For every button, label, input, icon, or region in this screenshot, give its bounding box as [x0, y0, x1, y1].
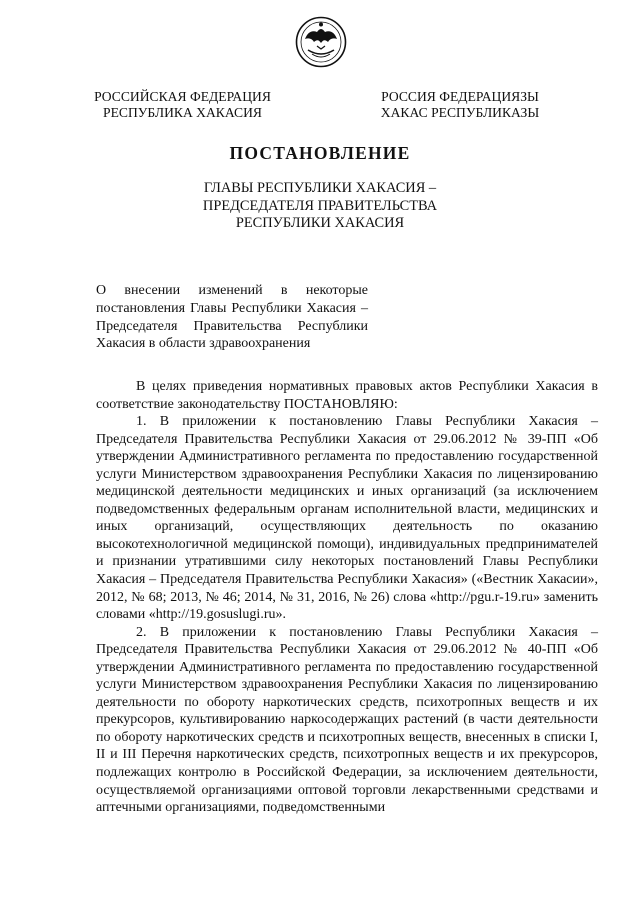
- clause-2-paragraph: 2. В приложении к постановлению Главы Республики Хакасия – Председателя Правительства Республики Хакасия от 29.06.2012 № 40-ПП «Об утверждении Административного регламента по предоставлению государственной услуги Министерством здравоохранения Республики Хакасия по лицензированию деятельности по обороту наркотических средств, психотропных веществ и их прекурсоров, культивированию наркосодержащих растений (в части деятельности по обороту наркотических средств и психотропных веществ, внесенных в списки I, II и III Перечня наркотических средств, психотропных веществ и их прекурсоров, подлежащих контролю в Российской Федерации, за исключением деятельности, осуществляемой организациями оптовой торговли лекарственными средствами и аптечными организациями, подведомственными: [96, 624, 598, 816]
- header-country-ru: РОССИЙСКАЯ ФЕДЕРАЦИЯ: [94, 89, 271, 104]
- issuer-header-khakas: [370, 89, 550, 121]
- subtitle-line: РЕСПУБЛИКИ ХАКАСИЯ: [235, 215, 405, 231]
- clause-1-paragraph: 1. В приложении к постановлению Главы Республики Хакасия – Председателя Правительства Республики Хакасия от 29.06.2012 № 39-ПП «Об утверждении Административного регламента по предоставлению государственной услуги Министерством здравоохранения Республики Хакасия по лицензированию медицинской деятельности медицинских и иных организаций (за исключением подведомственных федеральным органам исполнительной власти, медицинских и иных организаций, осуществляющих деятельность по оказанию высокотехнологичной медицинской помощи), индивидуальных предпринимателей и признании утратившими силу некоторых постановлений Главы Республики Хакасия – Председателя Правительства Республики Хакасия» («Вестник Хакасии», 2012, № 68; 2013, № 46; 2014, № 31, 2016, № 26) слова «http://pgu.r-19.ru» заменить словами «http://19.gosuslugi.ru».: [96, 414, 598, 623]
- document-title: ПОСТАНОВЛЕНИЕ: [229, 143, 411, 163]
- issuer-header-russian: [90, 89, 275, 121]
- subtitle-line: ГЛАВЫ РЕСПУБЛИКИ ХАКАСИЯ –: [203, 180, 437, 196]
- header-republic-ru: РЕСПУБЛИКА ХАКАСИЯ: [103, 105, 262, 120]
- document-body: [96, 378, 598, 817]
- document-subject: О внесении изменений в некоторые постановления Главы Республики Хакасия – Председателя Правительства Республики Хакасия в области здравоохранения: [96, 283, 368, 352]
- header-country-kjh: РОССИЯ ФЕДЕРАЦИЯЗЫ: [381, 89, 539, 104]
- header-republic-kjh: ХАКАС РЕСПУБЛИКАЗЫ: [380, 105, 540, 120]
- preamble-paragraph: В целях приведения нормативных правовых актов Республики Хакасия в соответствие законодательству ПОСТАНОВЛЯЮ:: [96, 379, 598, 412]
- coat-of-arms-icon: [295, 16, 347, 68]
- document-subtitle: [0, 180, 640, 233]
- subtitle-line: ПРЕДСЕДАТЕЛЯ ПРАВИТЕЛЬСТВА: [202, 197, 438, 214]
